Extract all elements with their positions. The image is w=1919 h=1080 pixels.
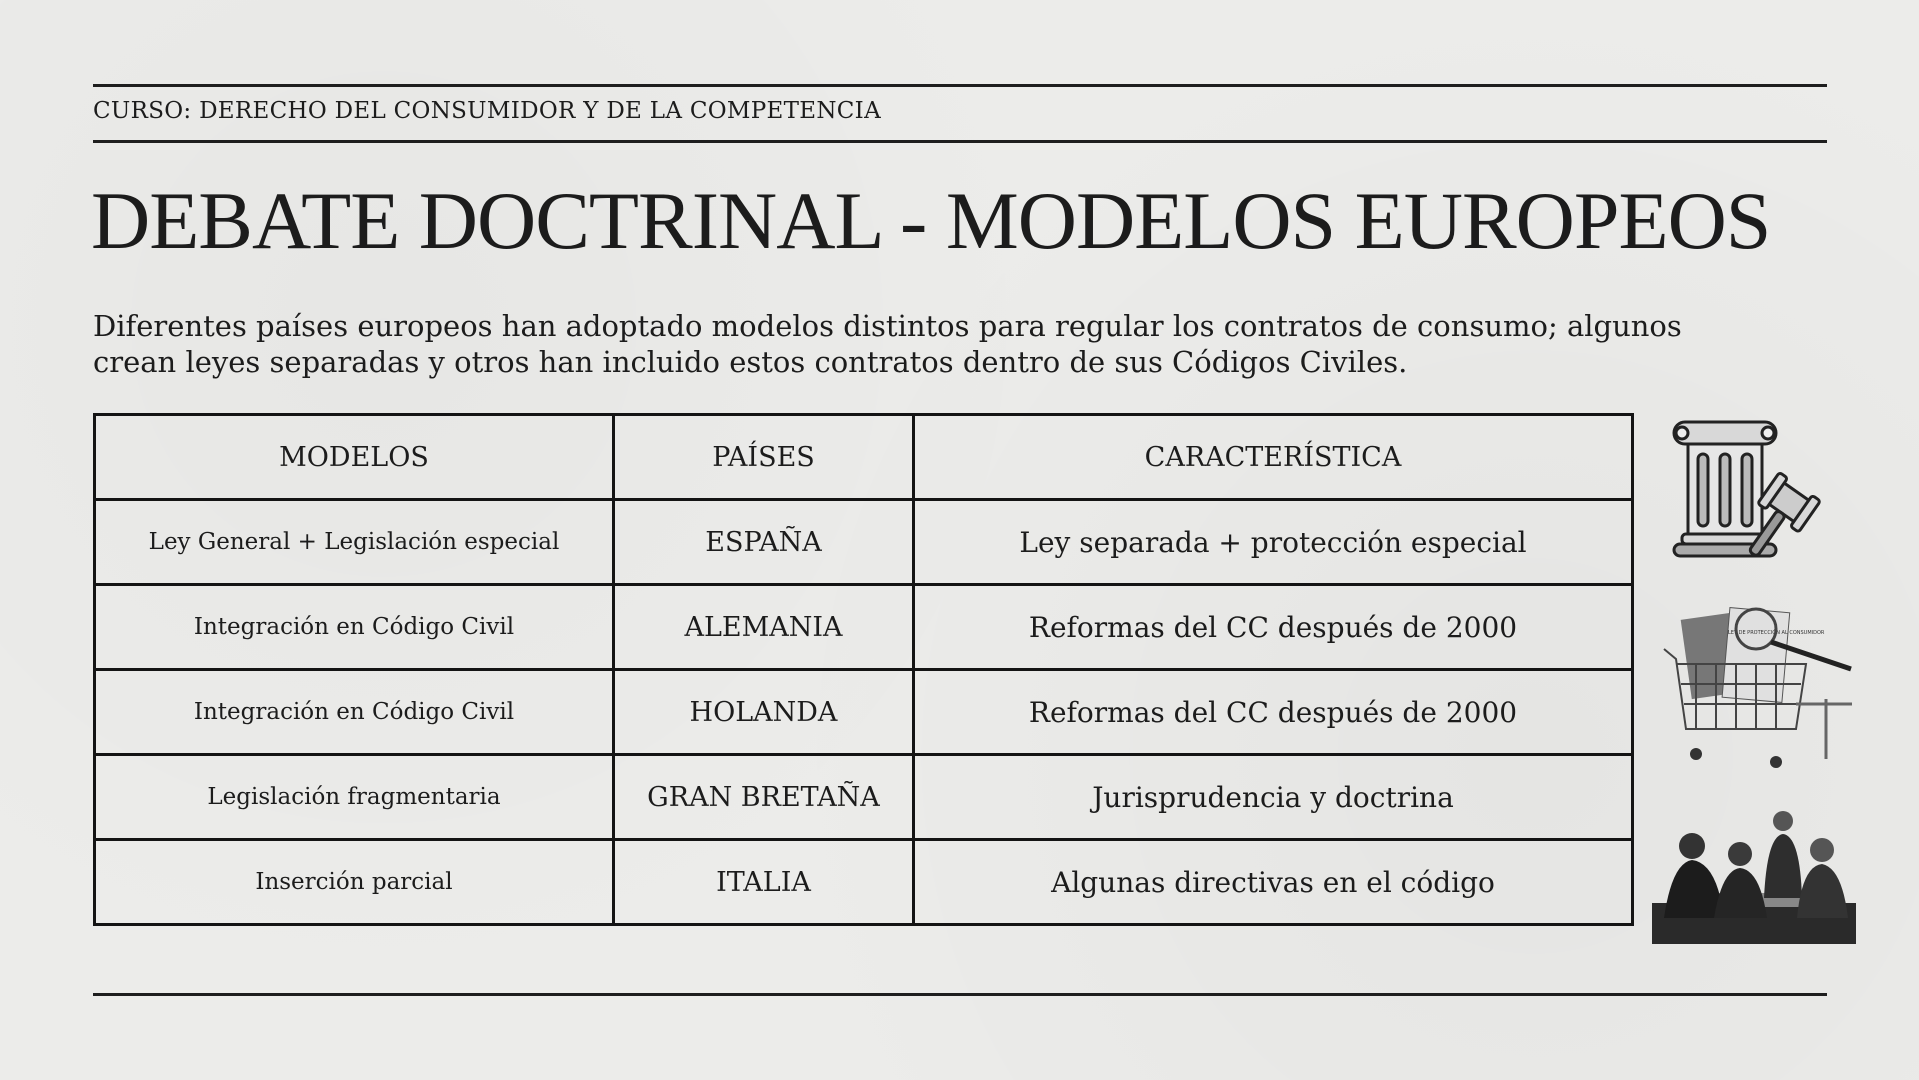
cell-pais: ESPAÑA xyxy=(614,500,914,585)
table-row xyxy=(95,670,1633,755)
cell-pais: ALEMANIA xyxy=(614,585,914,670)
course-label: CURSO: DERECHO DEL CONSUMIDOR Y DE LA COMPETENCIA xyxy=(93,98,881,124)
header-modelos: MODELOS xyxy=(95,415,614,500)
intro-paragraph: Diferentes países europeos han adoptado modelos distintos para regular los contratos de consumo; algunos crean leyes separadas y otros han incluido estos contratos dentro de sus Códigos Civiles. xyxy=(93,309,1682,379)
header-rule xyxy=(93,140,1827,143)
top-rule xyxy=(93,84,1827,87)
cell-modelo: Inserción parcial xyxy=(95,840,614,925)
header-paises: PAÍSES xyxy=(614,415,914,500)
cell-caracteristica: Algunas directivas en el código xyxy=(914,840,1633,925)
cell-modelo: Integración en Código Civil xyxy=(95,585,614,670)
cell-caracteristica: Reformas del CC después de 2000 xyxy=(914,670,1633,755)
cell-modelo: Ley General + Legislación especial xyxy=(95,500,614,585)
cell-caracteristica: Reformas del CC después de 2000 xyxy=(914,585,1633,670)
lawyers-meeting-photo xyxy=(1652,808,1856,944)
table-row xyxy=(95,500,1633,585)
table-row xyxy=(95,585,1633,670)
column-gavel-icon xyxy=(1660,418,1850,560)
cell-caracteristica: Jurisprudencia y doctrina xyxy=(914,755,1633,840)
cell-pais: HOLANDA xyxy=(614,670,914,755)
cart-doc-text: LEY DE PROTECCIÓN AL CONSUMIDOR xyxy=(1728,630,1825,636)
cell-pais: GRAN BRETAÑA xyxy=(614,755,914,840)
bottom-rule xyxy=(93,993,1827,996)
cell-modelo: Integración en Código Civil xyxy=(95,670,614,755)
table-row xyxy=(95,755,1633,840)
cell-pais: ITALIA xyxy=(614,840,914,925)
cell-caracteristica: Ley separada + protección especial xyxy=(914,500,1633,585)
table-header-row xyxy=(95,415,1633,500)
page-title: DEBATE DOCTRINAL - MODELOS EUROPEOS xyxy=(91,175,1771,266)
table-row xyxy=(95,840,1633,925)
shopping-cart-law-image xyxy=(1656,604,1852,774)
models-table xyxy=(93,413,1634,926)
header-caracteristica: CARACTERÍSTICA xyxy=(914,415,1633,500)
cell-modelo: Legislación fragmentaria xyxy=(95,755,614,840)
